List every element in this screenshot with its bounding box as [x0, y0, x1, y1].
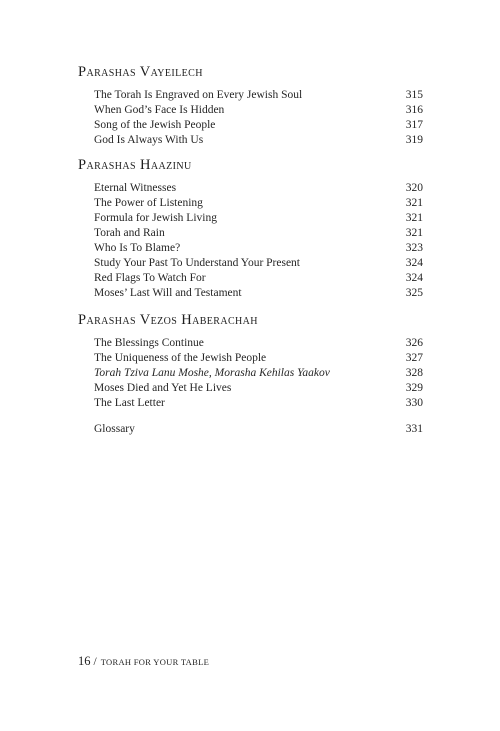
entry-page: 328 [405, 367, 423, 379]
entry-title: Moses’ Last Will and Testament [94, 287, 242, 299]
toc-entry-glossary [94, 422, 423, 437]
toc-entry [94, 196, 423, 211]
running-footer [78, 654, 209, 669]
entry-title: Who Is To Blame? [94, 242, 181, 254]
entry-page: 321 [405, 212, 423, 224]
entry-list [94, 181, 423, 301]
entry-title: The Uniqueness of the Jewish People [94, 352, 267, 364]
entry-page: 319 [405, 134, 423, 146]
toc-entry [94, 181, 423, 196]
entry-list [94, 422, 423, 437]
entry-page: 324 [405, 272, 423, 284]
entry-title: The Torah Is Engraved on Every Jewish Soul [94, 89, 303, 101]
toc-section-vezos-haberachah [78, 311, 423, 411]
entry-page: 321 [405, 197, 423, 209]
entry-title: The Last Letter [94, 397, 165, 409]
entry-title: Torah Tziva Lanu Moshe, Morasha Kehilas Yaakov [94, 367, 330, 379]
entry-title: When God’s Face Is Hidden [94, 104, 225, 116]
toc-entry [94, 133, 423, 148]
toc-entry [94, 103, 423, 118]
entry-page: 324 [405, 257, 423, 269]
toc-entry [94, 271, 423, 286]
footer-separator: / [93, 656, 97, 668]
entry-page: 330 [405, 397, 423, 409]
entry-page: 327 [405, 352, 423, 364]
entry-title: Formula for Jewish Living [94, 212, 217, 224]
entry-title: Song of the Jewish People [94, 119, 216, 131]
entry-title: The Blessings Continue [94, 337, 204, 349]
toc-entry [94, 88, 423, 103]
entry-page: 320 [405, 182, 423, 194]
toc-entry [94, 396, 423, 411]
toc-entry [94, 211, 423, 226]
book-title: TORAH FOR YOUR TABLE [100, 657, 210, 667]
entry-title: Study Your Past To Understand Your Present [94, 257, 301, 269]
page-number: 16 [78, 654, 91, 668]
section-title: Parashas Vezos Haberachah [78, 312, 258, 328]
entry-page: 315 [405, 89, 423, 101]
entry-title: Moses Died and Yet He Lives [94, 382, 232, 394]
toc-entry [94, 241, 423, 256]
toc-entry [94, 226, 423, 241]
entry-list [94, 88, 423, 148]
entry-page: 323 [405, 242, 423, 254]
toc-entry [94, 381, 423, 396]
entry-page: 316 [405, 104, 423, 116]
entry-page: 325 [405, 287, 423, 299]
entry-page: 321 [405, 227, 423, 239]
entry-page: 317 [405, 119, 423, 131]
section-title: Parashas Haazinu [78, 157, 192, 173]
entry-title: God Is Always With Us [94, 134, 204, 146]
toc-entry [94, 256, 423, 271]
entry-page: 329 [405, 382, 423, 394]
toc-entry [94, 366, 423, 381]
toc-glossary [78, 422, 423, 437]
entry-page: 326 [405, 337, 423, 349]
entry-list [94, 336, 423, 411]
toc-section-haazinu [78, 156, 423, 301]
entry-title: Eternal Witnesses [94, 182, 177, 194]
entry-title: Torah and Rain [94, 227, 165, 239]
toc-section-vayeilech [78, 63, 423, 148]
toc-entry [94, 118, 423, 133]
section-title: Parashas Vayeilech [78, 64, 203, 80]
entry-title: The Power of Listening [94, 197, 203, 209]
toc-entry [94, 286, 423, 301]
entry-page: 331 [405, 423, 423, 435]
toc-entry [94, 351, 423, 366]
toc-entry [94, 336, 423, 351]
entry-title: Glossary [94, 423, 135, 435]
entry-title: Red Flags To Watch For [94, 272, 206, 284]
